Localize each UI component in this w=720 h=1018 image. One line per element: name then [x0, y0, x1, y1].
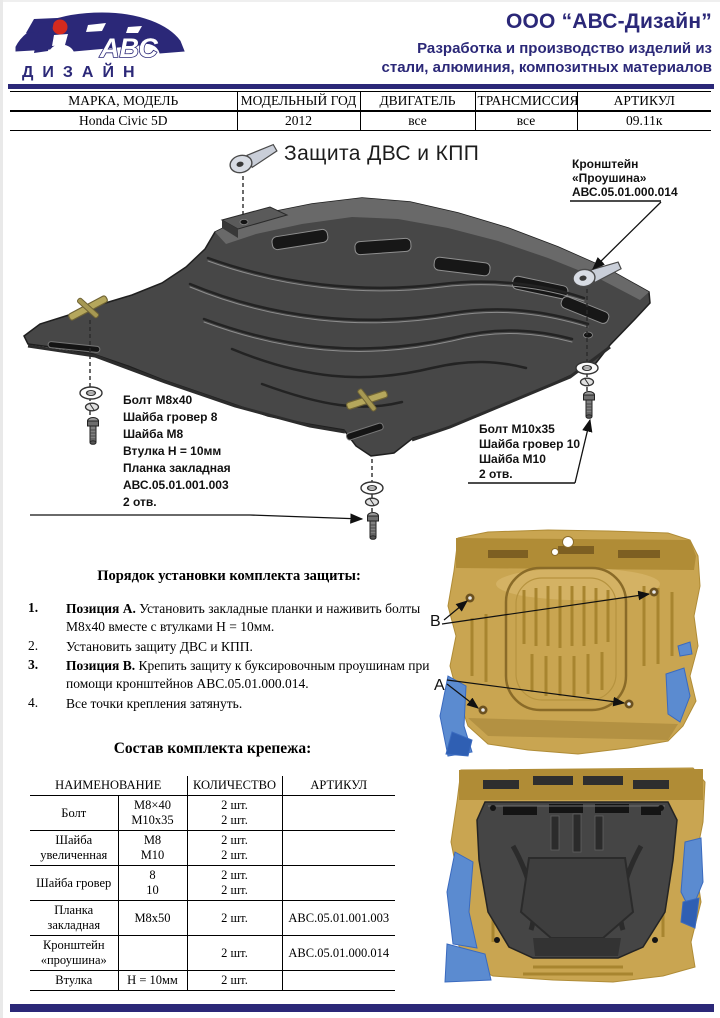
kit-header-row	[30, 776, 395, 796]
kit-cell-qty: 2 шт.	[187, 936, 282, 971]
vehicle-spec-table	[10, 91, 711, 131]
instruction-item	[28, 638, 430, 656]
vehicle-data-row	[10, 111, 711, 131]
kit-cell-name: Болт	[61, 805, 87, 820]
photo-underbody-positions	[428, 526, 718, 762]
item-text	[66, 638, 430, 656]
cell-artikul: 09.11к	[577, 111, 711, 131]
logo-design-text: ДИЗАЙН	[22, 64, 144, 81]
kit-cell-artikul	[282, 796, 395, 831]
subtitle-line-1: Разработка и производство изделий из	[417, 40, 712, 57]
kit-cell-qty: 2 шт. 2 шт.	[187, 866, 282, 901]
drawing-title: Защита ДВС и КПП	[284, 142, 480, 165]
kit-cell-qty: 2 шт. 2 шт.	[187, 796, 282, 831]
callout-line: Шайба М10	[479, 452, 546, 466]
kit-cell-size: М8 М10	[118, 831, 187, 866]
kit-cell-name: Шайба гровер	[36, 875, 112, 890]
mount-hole-right	[584, 332, 593, 338]
item-number: 3.	[28, 657, 39, 673]
header-text-block	[382, 10, 712, 77]
callout-line: Втулка Н = 10мм	[123, 444, 222, 458]
kit-cell-name: Кронштейн «проушина»	[40, 938, 107, 967]
item-text	[66, 600, 430, 636]
callout-bracket	[570, 157, 678, 269]
kit-row	[30, 866, 395, 901]
kit-cell-artikul	[282, 866, 395, 901]
item-text	[66, 695, 430, 713]
callout-line: Кронштейн	[572, 157, 639, 171]
subtitle-line-2: стали, алюминия, композитных материалов	[381, 59, 712, 77]
shield-plate-installed	[477, 802, 677, 958]
callout-line: АВС.05.01.001.003	[123, 478, 229, 492]
kit-cell-size	[118, 936, 187, 971]
cell-transmission: все	[475, 111, 577, 131]
callout-line: Шайба М8	[123, 427, 184, 441]
kit-row	[30, 936, 395, 971]
kit-cell-size: 8 10	[118, 866, 187, 901]
kit-col-name: НАИМЕНОВАНИЕ	[55, 778, 162, 792]
callout-line: «Проушина»	[572, 171, 647, 185]
kit-cell-artikul: АВС.05.01.000.014	[282, 936, 395, 971]
kit-row	[30, 901, 395, 936]
kit-cell-name: Втулка	[55, 973, 93, 987]
callout-m10	[468, 420, 590, 483]
item-text	[66, 657, 430, 693]
company-subtitle	[382, 39, 712, 77]
col-header-transmissiya: ТРАНСМИССИЯ	[475, 92, 577, 112]
company-name: ООО “АВС-Дизайн”	[505, 10, 712, 33]
callout-line: АВС.05.01.000.014	[572, 185, 678, 199]
kit-cell-artikul: АВС.05.01.001.003	[282, 901, 395, 936]
kit-col-qty: КОЛИЧЕСТВО	[187, 776, 282, 796]
kit-row	[30, 831, 395, 866]
col-header-god: МОДЕЛЬНЫЙ ГОД	[237, 92, 360, 112]
instructions-title: Порядок установки комплекта защиты:	[97, 568, 361, 584]
instruction-item	[28, 657, 430, 693]
installation-instructions	[28, 568, 430, 715]
kit-cell-artikul	[282, 971, 395, 991]
kit-table-title: Состав комплекта крепежа:	[113, 740, 312, 757]
item-body: Крепить защиту к буксировочным проушинам при помощи кронштейнов АВС.05.01.000.014.	[66, 658, 430, 692]
kit-cell-name: Планка закладная	[47, 903, 101, 932]
kit-cell-size: М8×40 М10х35	[118, 796, 187, 831]
col-header-marka: МАРКА, МОДЕЛЬ	[68, 93, 179, 108]
logo-red-dot	[53, 20, 68, 35]
callout-line: Планка закладная	[123, 461, 231, 475]
kit-cell-qty: 2 шт.	[187, 901, 282, 936]
item-body: Установить закладные планки и наживить болты М8х40 вместе с втулками Н = 10мм.	[66, 601, 421, 634]
kit-cell-name: Шайба увеличенная	[40, 833, 108, 862]
header-divider	[8, 84, 714, 89]
kit-row	[30, 796, 395, 831]
item-number: 2.	[28, 637, 39, 653]
footer-divider	[10, 1004, 714, 1012]
col-header-dvigatel: ДВИГАТЕЛЬ	[360, 92, 475, 112]
kit-table	[30, 776, 395, 991]
item-bold-prefix: Позиция В.	[66, 658, 136, 674]
kit-col-artikul: АРТИКУЛ	[282, 776, 395, 796]
col-header-artikul: АРТИКУЛ	[577, 92, 711, 112]
cell-year: 2012	[237, 111, 360, 131]
callout-line: Болт М8х40	[123, 393, 193, 407]
kit-cell-qty: 2 шт.	[187, 971, 282, 991]
kit-cell-size: М8х50	[118, 901, 187, 936]
mount-hole-top-left	[240, 219, 248, 224]
item-number: 1.	[28, 600, 39, 615]
kit-cell-size: Н = 10мм	[118, 971, 187, 991]
kit-cell-artikul	[282, 831, 395, 866]
photo-installed-shield	[433, 762, 720, 986]
callout-line: Шайба гровер 10	[479, 437, 581, 451]
item-number: 4.	[28, 695, 39, 711]
cell-model: Honda Civic 5D	[79, 113, 168, 128]
callout-line: Шайба гровер 8	[123, 410, 218, 424]
abc-design-logo	[10, 5, 195, 81]
logo-abc-text: АВС	[100, 33, 158, 63]
item-bold-prefix: Позиция А.	[66, 601, 136, 616]
item-body: Все точки крепления затянуть.	[66, 696, 243, 712]
callout-line: 2 отв.	[123, 495, 157, 509]
kit-row	[30, 971, 395, 991]
position-b-label: B	[430, 613, 441, 630]
vehicle-header-row	[10, 92, 711, 112]
instruction-item	[28, 695, 430, 713]
instruction-item	[28, 600, 430, 636]
cell-engine: все	[360, 111, 475, 131]
kit-cell-qty: 2 шт. 2 шт.	[187, 831, 282, 866]
technical-drawing	[0, 132, 720, 568]
position-a-label: A	[434, 677, 445, 694]
eyelet-bracket-top	[228, 144, 280, 175]
shield-plate	[24, 198, 650, 456]
callout-line: 2 отв.	[479, 467, 513, 481]
item-body: Установить защиту ДВС и КПП.	[66, 638, 253, 654]
callout-line: Болт М10х35	[479, 422, 555, 436]
